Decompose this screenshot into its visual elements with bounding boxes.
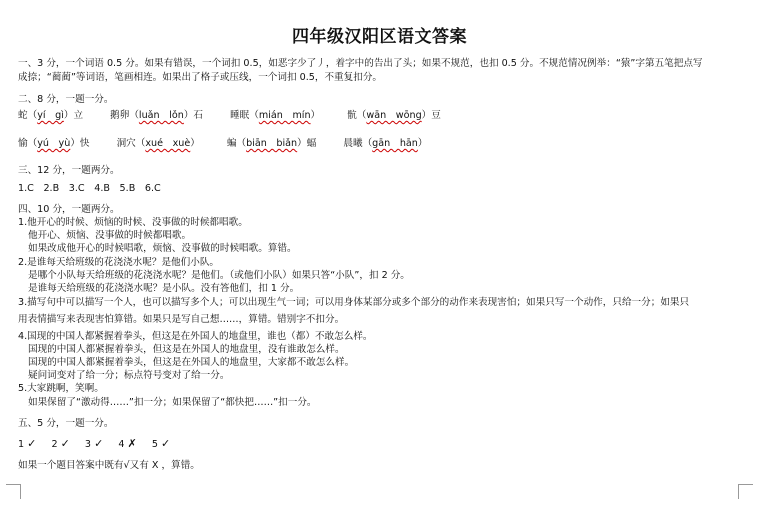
pinyin-item: 洞穴（xué xuè）	[116, 138, 200, 149]
section5-note: 如果一个题目答案中既有√又有 X ，算错。	[18, 460, 200, 471]
section3-answers: 1.C 2.B 3.C 4.B 5.B 6.C	[18, 183, 161, 194]
crop-mark-bottom-left	[6, 484, 21, 499]
pinyin-item: 蝙（biān biǎn）蝠	[226, 138, 317, 149]
section4-line: 5.大家跳啊，笑啊。	[18, 383, 104, 394]
section4-line: 4.国现的中国人都紧握着拳头，但这是在外国人的地盘里，谁也（都）不敢怎么样。	[18, 331, 373, 342]
pinyin-item: 鹅卵（luǎn lǒn）石	[110, 110, 204, 121]
section2-heading: 二、8 分，一题一分。	[18, 94, 114, 105]
section4-line: 1.他开心的时候、烦恼的时候、没事做的时候都唱歌。	[18, 217, 248, 228]
pinyin-row-2	[18, 137, 427, 150]
section4-line: 他开心、烦恼、没事做的时候都唱歌。	[28, 230, 192, 241]
section4-heading: 四、10 分，一题两分。	[18, 204, 120, 215]
section4-line: 国现的中国人都紧握着拳头，但这是在外国人的地盘里，大家都不敢怎么样。	[28, 357, 355, 368]
cross-mark-icon: ✗	[127, 437, 137, 450]
pinyin-row-1	[18, 109, 441, 122]
answer-number: 4	[118, 439, 125, 450]
check-mark-icon: ✓	[94, 437, 104, 450]
section4-line: 如果保留了“激动得……”扣一分；如果保留了“都快把……”扣一分。	[28, 397, 317, 408]
section5-heading: 五、5 分，一题一分。	[18, 418, 114, 429]
pinyin-item: 睡眠（mián mín）	[230, 110, 321, 121]
answer-number: 2	[51, 439, 58, 450]
answer-number: 1	[18, 439, 25, 450]
pinyin-item: 晨曦（gān hān）	[343, 138, 428, 149]
pinyin-item: 愉（yú yù）快	[18, 138, 90, 149]
answer-number: 5	[151, 439, 158, 450]
page-title: 四年级汉阳区语文答案	[292, 27, 467, 47]
section4-line: 国现的中国人都紧握着拳头，但这是在外国人的地盘里，没有谁敢怎么样。	[28, 344, 345, 355]
section4-line: 3.描写句中可以描写一个人，也可以描写多个人；可以出现生气一词；可以用身体某部分或多个部分的动作来表现害怕；如果只写一个动作，只给一分；如果只	[18, 297, 690, 308]
answer-number: 3	[84, 439, 92, 450]
section4-line: 是哪个小队每天给班级的花浇浇水呢？是他们。（或他们小队）如果只答“小队”，扣 2 分。	[28, 270, 410, 281]
section4-line: 是谁每天给班级的花浇浇水呢？是小队。没有答他们，扣 1 分。	[28, 283, 300, 294]
section4-line: 用表情描写来表现害怕算错。如果只是写自己想……，算错。错别字不扣分。	[18, 314, 345, 325]
section1-line1: 一、3 分，一个词语 0.5 分。如果有错误，一个词扣 0.5，如恶字少了丿，着字中的告出了头；如果不规范，也扣 0.5 分。不规范情况例举：“猿”字第五笔把点写	[18, 58, 703, 69]
check-mark-icon: ✓	[160, 437, 171, 450]
section3-heading: 三、12 分，一题两分。	[18, 165, 120, 176]
section4-line: 如果改成他开心的时候唱歌，烦恼、没事做的时候唱歌。算错。	[28, 243, 297, 254]
section4-line: 2.是谁每天给班级的花浇浇水呢？是他们小队。	[18, 257, 220, 268]
check-mark-icon: ✓	[60, 437, 70, 450]
pinyin-item: 骯（wān wōng）豆	[347, 110, 441, 121]
check-mark-icon: ✓	[27, 437, 37, 450]
pinyin-item: 蛇（yí gì）立	[18, 110, 84, 121]
section4-line: 疑问词变对了给一分；标点符号变对了给一分。	[28, 370, 230, 381]
crop-mark-bottom-right	[738, 484, 753, 499]
section5-answers	[18, 437, 170, 451]
section1-line2: 成捺；“蔺蔺”等词语，笔画相连。如果出了格子或压线，一个词扣 0.5，不重复扣分。	[18, 72, 383, 83]
